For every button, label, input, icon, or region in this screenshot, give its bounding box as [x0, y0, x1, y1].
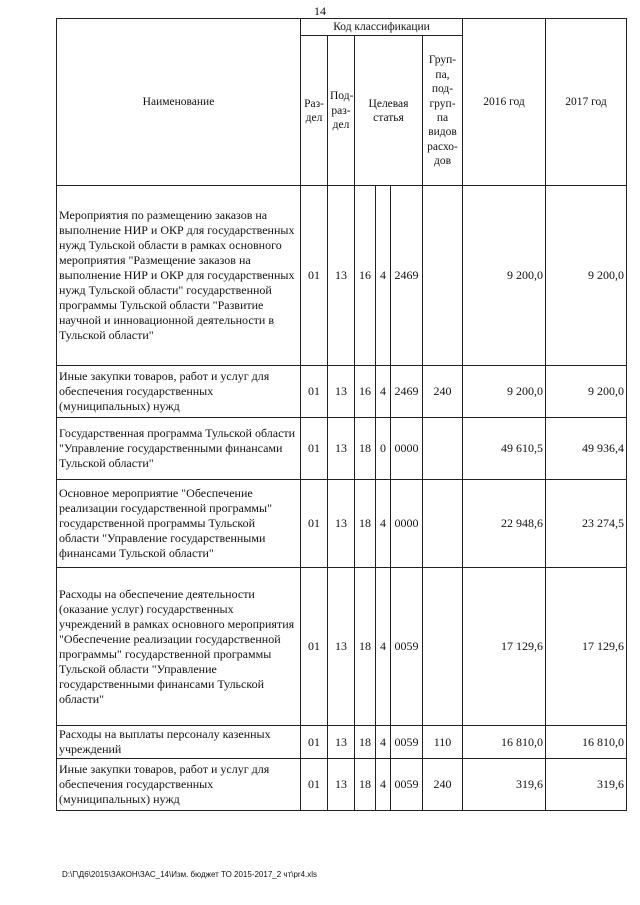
row-subsection: 13 [328, 726, 355, 759]
page-number: 14 [314, 4, 326, 18]
header-year-2017: 2017 год [546, 19, 627, 186]
row-target-article-direction: 0000 [391, 418, 423, 480]
row-subsection: 13 [328, 366, 355, 418]
row-target-article-subprogram: 4 [376, 366, 391, 418]
row-section: 01 [301, 759, 328, 811]
row-target-article-program: 18 [355, 480, 376, 568]
row-amount-2016: 9 200,0 [463, 366, 546, 418]
row-section: 01 [301, 366, 328, 418]
table-row [57, 418, 627, 480]
row-expense-group: 110 [423, 726, 463, 759]
row-section: 01 [301, 186, 328, 366]
row-section: 01 [301, 418, 328, 480]
row-amount-2016: 9 200,0 [463, 186, 546, 366]
row-name: Расходы на обеспечение деятельности (оказание услуг) государственных учреждений в рамках основного мероприятия "Обеспечение реализации государственной программы" государственной программы Тульской области "Управление государственными финансами Тульской области" [57, 568, 301, 726]
row-section: 01 [301, 480, 328, 568]
header-target-article: Целевая статья [355, 36, 423, 186]
row-target-article-subprogram: 4 [376, 480, 391, 568]
row-amount-2017: 319,6 [546, 759, 627, 811]
row-subsection: 13 [328, 418, 355, 480]
row-expense-group: 240 [423, 759, 463, 811]
table-row [57, 726, 627, 759]
row-subsection: 13 [328, 759, 355, 811]
table-body [57, 186, 627, 811]
header-section: Раз-дел [301, 36, 328, 186]
row-amount-2017: 17 129,6 [546, 568, 627, 726]
row-amount-2016: 49 610,5 [463, 418, 546, 480]
row-target-article-subprogram: 4 [376, 759, 391, 811]
row-subsection: 13 [328, 568, 355, 726]
row-target-article-program: 18 [355, 418, 376, 480]
row-section: 01 [301, 726, 328, 759]
table-header [57, 19, 627, 186]
row-name: Расходы на выплаты персоналу казенных учреждений [57, 726, 301, 759]
row-subsection: 13 [328, 186, 355, 366]
row-expense-group [423, 568, 463, 726]
row-target-article-subprogram: 4 [376, 568, 391, 726]
header-year-2016: 2016 год [463, 19, 546, 186]
row-target-article-direction: 2469 [391, 366, 423, 418]
row-amount-2016: 319,6 [463, 759, 546, 811]
row-section: 01 [301, 568, 328, 726]
table-row [57, 568, 627, 726]
row-target-article-program: 16 [355, 186, 376, 366]
row-target-article-program: 16 [355, 366, 376, 418]
budget-table [56, 18, 627, 811]
row-target-article-direction: 0059 [391, 759, 423, 811]
row-amount-2017: 9 200,0 [546, 366, 627, 418]
row-expense-group [423, 480, 463, 568]
row-target-article-program: 18 [355, 759, 376, 811]
row-target-article-program: 18 [355, 568, 376, 726]
row-target-article-subprogram: 4 [376, 726, 391, 759]
row-amount-2017: 49 936,4 [546, 418, 627, 480]
header-expense-group: Груп-па, под-груп-па видов расхо-дов [423, 36, 463, 186]
row-name: Основное мероприятие "Обеспечение реализации государственной программы" государственной программы Тульской области "Управление государственными финансами Тульской области" [57, 480, 301, 568]
header-name: Наименование [57, 19, 301, 186]
row-target-article-subprogram: 0 [376, 418, 391, 480]
file-path-footer: D:\Г\Д6\2015\ЗАКОН\ЗАС_14\Изм. бюджет ТО 2015-2017_2 чт\pr4.xls [62, 870, 318, 879]
row-target-article-direction: 0059 [391, 726, 423, 759]
row-name: Государственная программа Тульской области "Управление государственными финансами Тульской области" [57, 418, 301, 480]
row-name: Мероприятия по размещению заказов на выполнение НИР и ОКР для государственных нужд Тульской области в рамках основного мероприятия "Размещение заказов на выполнение НИР и ОКР для государственных нужд Тульской области" государственной программы Тульской области "Развитие научной и инновационной деятельности в Тульской области" [57, 186, 301, 366]
table-row [57, 759, 627, 811]
row-expense-group: 240 [423, 366, 463, 418]
row-target-article-subprogram: 4 [376, 186, 391, 366]
row-expense-group [423, 186, 463, 366]
row-expense-group [423, 418, 463, 480]
table-row [57, 480, 627, 568]
row-target-article-direction: 2469 [391, 186, 423, 366]
row-amount-2017: 23 274,5 [546, 480, 627, 568]
row-subsection: 13 [328, 480, 355, 568]
row-amount-2017: 16 810,0 [546, 726, 627, 759]
header-subsection: Под-раз-дел [328, 36, 355, 186]
row-target-article-program: 18 [355, 726, 376, 759]
row-amount-2016: 17 129,6 [463, 568, 546, 726]
row-amount-2016: 22 948,6 [463, 480, 546, 568]
row-target-article-direction: 0000 [391, 480, 423, 568]
table-row [57, 186, 627, 366]
row-amount-2017: 9 200,0 [546, 186, 627, 366]
row-amount-2016: 16 810,0 [463, 726, 546, 759]
table-row [57, 366, 627, 418]
row-target-article-direction: 0059 [391, 568, 423, 726]
row-name: Иные закупки товаров, работ и услуг для обеспечения государственных (муниципальных) нужд [57, 366, 301, 418]
row-name: Иные закупки товаров, работ и услуг для обеспечения государственных (муниципальных) нужд [57, 759, 301, 811]
header-code-group: Код классификации [301, 19, 463, 36]
